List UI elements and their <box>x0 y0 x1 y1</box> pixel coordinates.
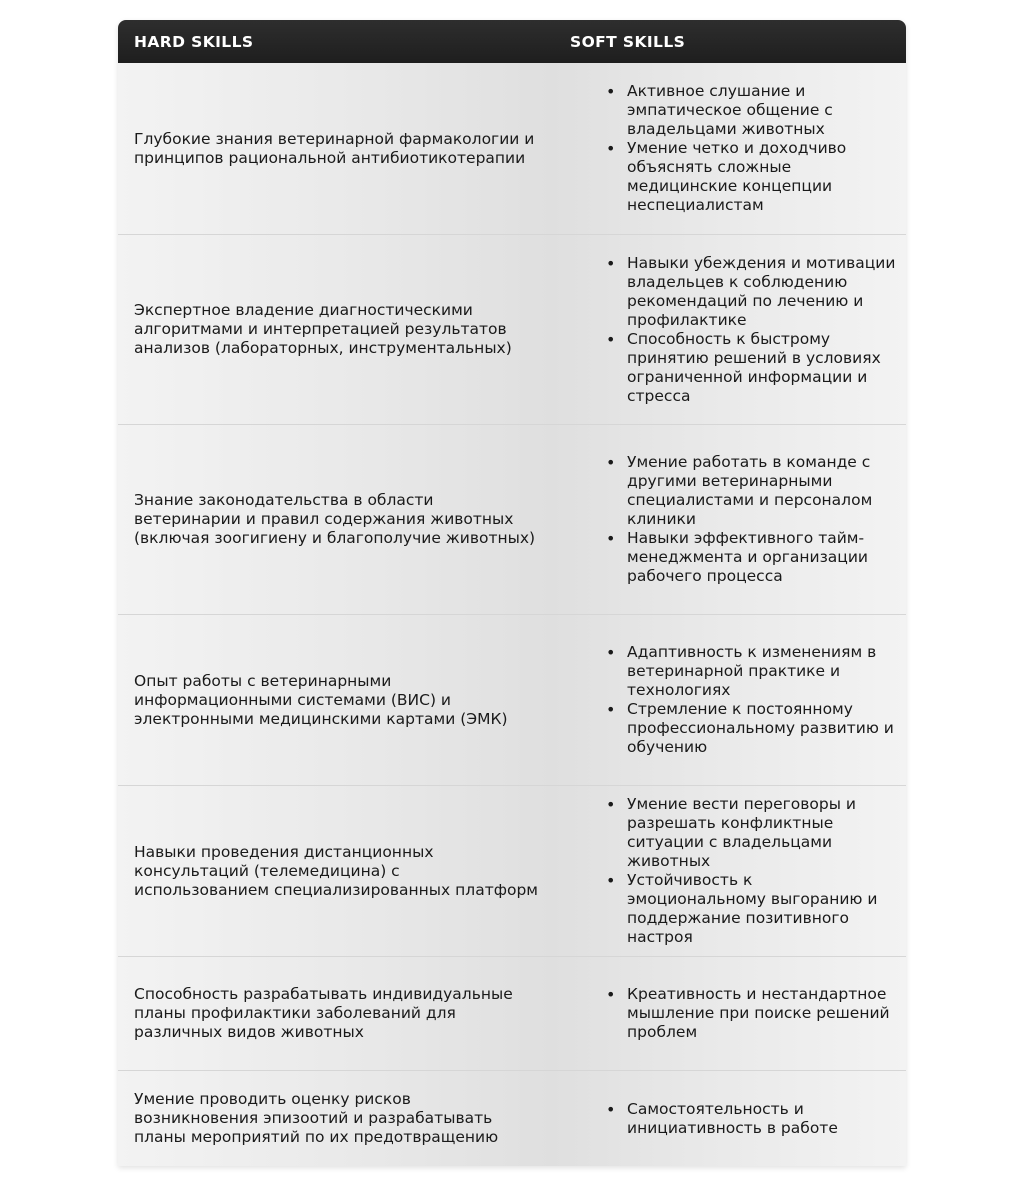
table-row <box>118 63 906 235</box>
soft-skills-cell <box>555 795 906 947</box>
soft-skills-list <box>611 795 896 947</box>
table-row <box>118 615 906 786</box>
soft-skill-item: • Стремление к постоянному профессиональному развитию и обучению <box>571 700 896 757</box>
soft-skills-header: SOFT SKILLS <box>570 32 686 51</box>
soft-skills-cell <box>555 643 906 757</box>
soft-skill-item: • Умение четко и доходчиво объяснять сложные медицинские концепции неспециалистам <box>571 139 896 215</box>
hard-skill-cell: Умение проводить оценку рисков возникновения эпизоотий и разрабатывать планы мероприятий по их предотвращению <box>134 1090 499 1146</box>
table-header <box>118 20 906 63</box>
hard-skill-cell: Экспертное владение диагностическими алгоритмами и интерпретацией результатов анализов (лабораторных, инструментальных) <box>134 301 512 357</box>
soft-skill-item: • Умение работать в команде с другими ветеринарными специалистами и персоналом клиники <box>571 453 896 529</box>
soft-skill-item: • Самостоятельность и инициативность в работе <box>571 1100 896 1138</box>
soft-skills-cell <box>555 1100 906 1138</box>
hard-skill-cell: Навыки проведения дистанционных консультаций (телемедицина) с использованием специализированных платформ <box>134 842 538 899</box>
table-row <box>118 1071 906 1166</box>
soft-skills-list <box>611 82 896 215</box>
table-row <box>118 957 906 1071</box>
soft-skill-item: • Адаптивность к изменениям в ветеринарной практике и технологиях <box>571 643 896 700</box>
soft-skill-item: • Креативность и нестандартное мышление при поиске решений проблем <box>571 985 896 1042</box>
hard-skill-cell: Глубокие знания ветеринарной фармакологии и принципов рациональной антибиотикотерапии <box>134 129 535 167</box>
table-row <box>118 425 906 615</box>
soft-skills-cell <box>555 985 906 1042</box>
table-row <box>118 235 906 425</box>
table-row <box>118 786 906 957</box>
soft-skill-item: • Умение вести переговоры и разрешать конфликтные ситуации с владельцами животных <box>571 795 896 871</box>
hard-skill-cell: Способность разрабатывать индивидуальные планы профилактики заболеваний для различных видов животных <box>134 985 513 1041</box>
soft-skills-list <box>611 985 896 1042</box>
soft-skill-item: • Активное слушание и эмпатическое общение с владельцами животных <box>571 82 896 139</box>
soft-skill-item: • Устойчивость к эмоциональному выгоранию и поддержание позитивного настроя <box>571 871 896 947</box>
soft-skill-item: • Способность к быстрому принятию решений в условиях ограниченной информации и стресса <box>571 330 896 406</box>
soft-skill-item: • Навыки убеждения и мотивации владельцев к соблюдению рекомендаций по лечению и профилактике <box>571 254 896 330</box>
soft-skills-list <box>611 643 896 757</box>
hard-skill-cell: Опыт работы с ветеринарными информационными системами (ВИС) и электронными медицинскими картами (ЭМК) <box>134 671 508 728</box>
soft-skills-cell <box>555 82 906 215</box>
soft-skills-list <box>611 1100 896 1138</box>
hard-skill-cell: Знание законодательства в области ветеринарии и правил содержания животных (включая зоогигиену и благополучие животных) <box>134 491 536 547</box>
skills-table <box>118 20 906 1166</box>
soft-skills-list <box>611 453 896 586</box>
soft-skills-cell <box>555 254 906 406</box>
soft-skills-cell <box>555 453 906 586</box>
hard-skills-header: HARD SKILLS <box>134 32 254 51</box>
soft-skills-list <box>611 254 896 406</box>
soft-skill-item: • Навыки эффективного тайм-менеджмента и организации рабочего процесса <box>571 529 896 586</box>
